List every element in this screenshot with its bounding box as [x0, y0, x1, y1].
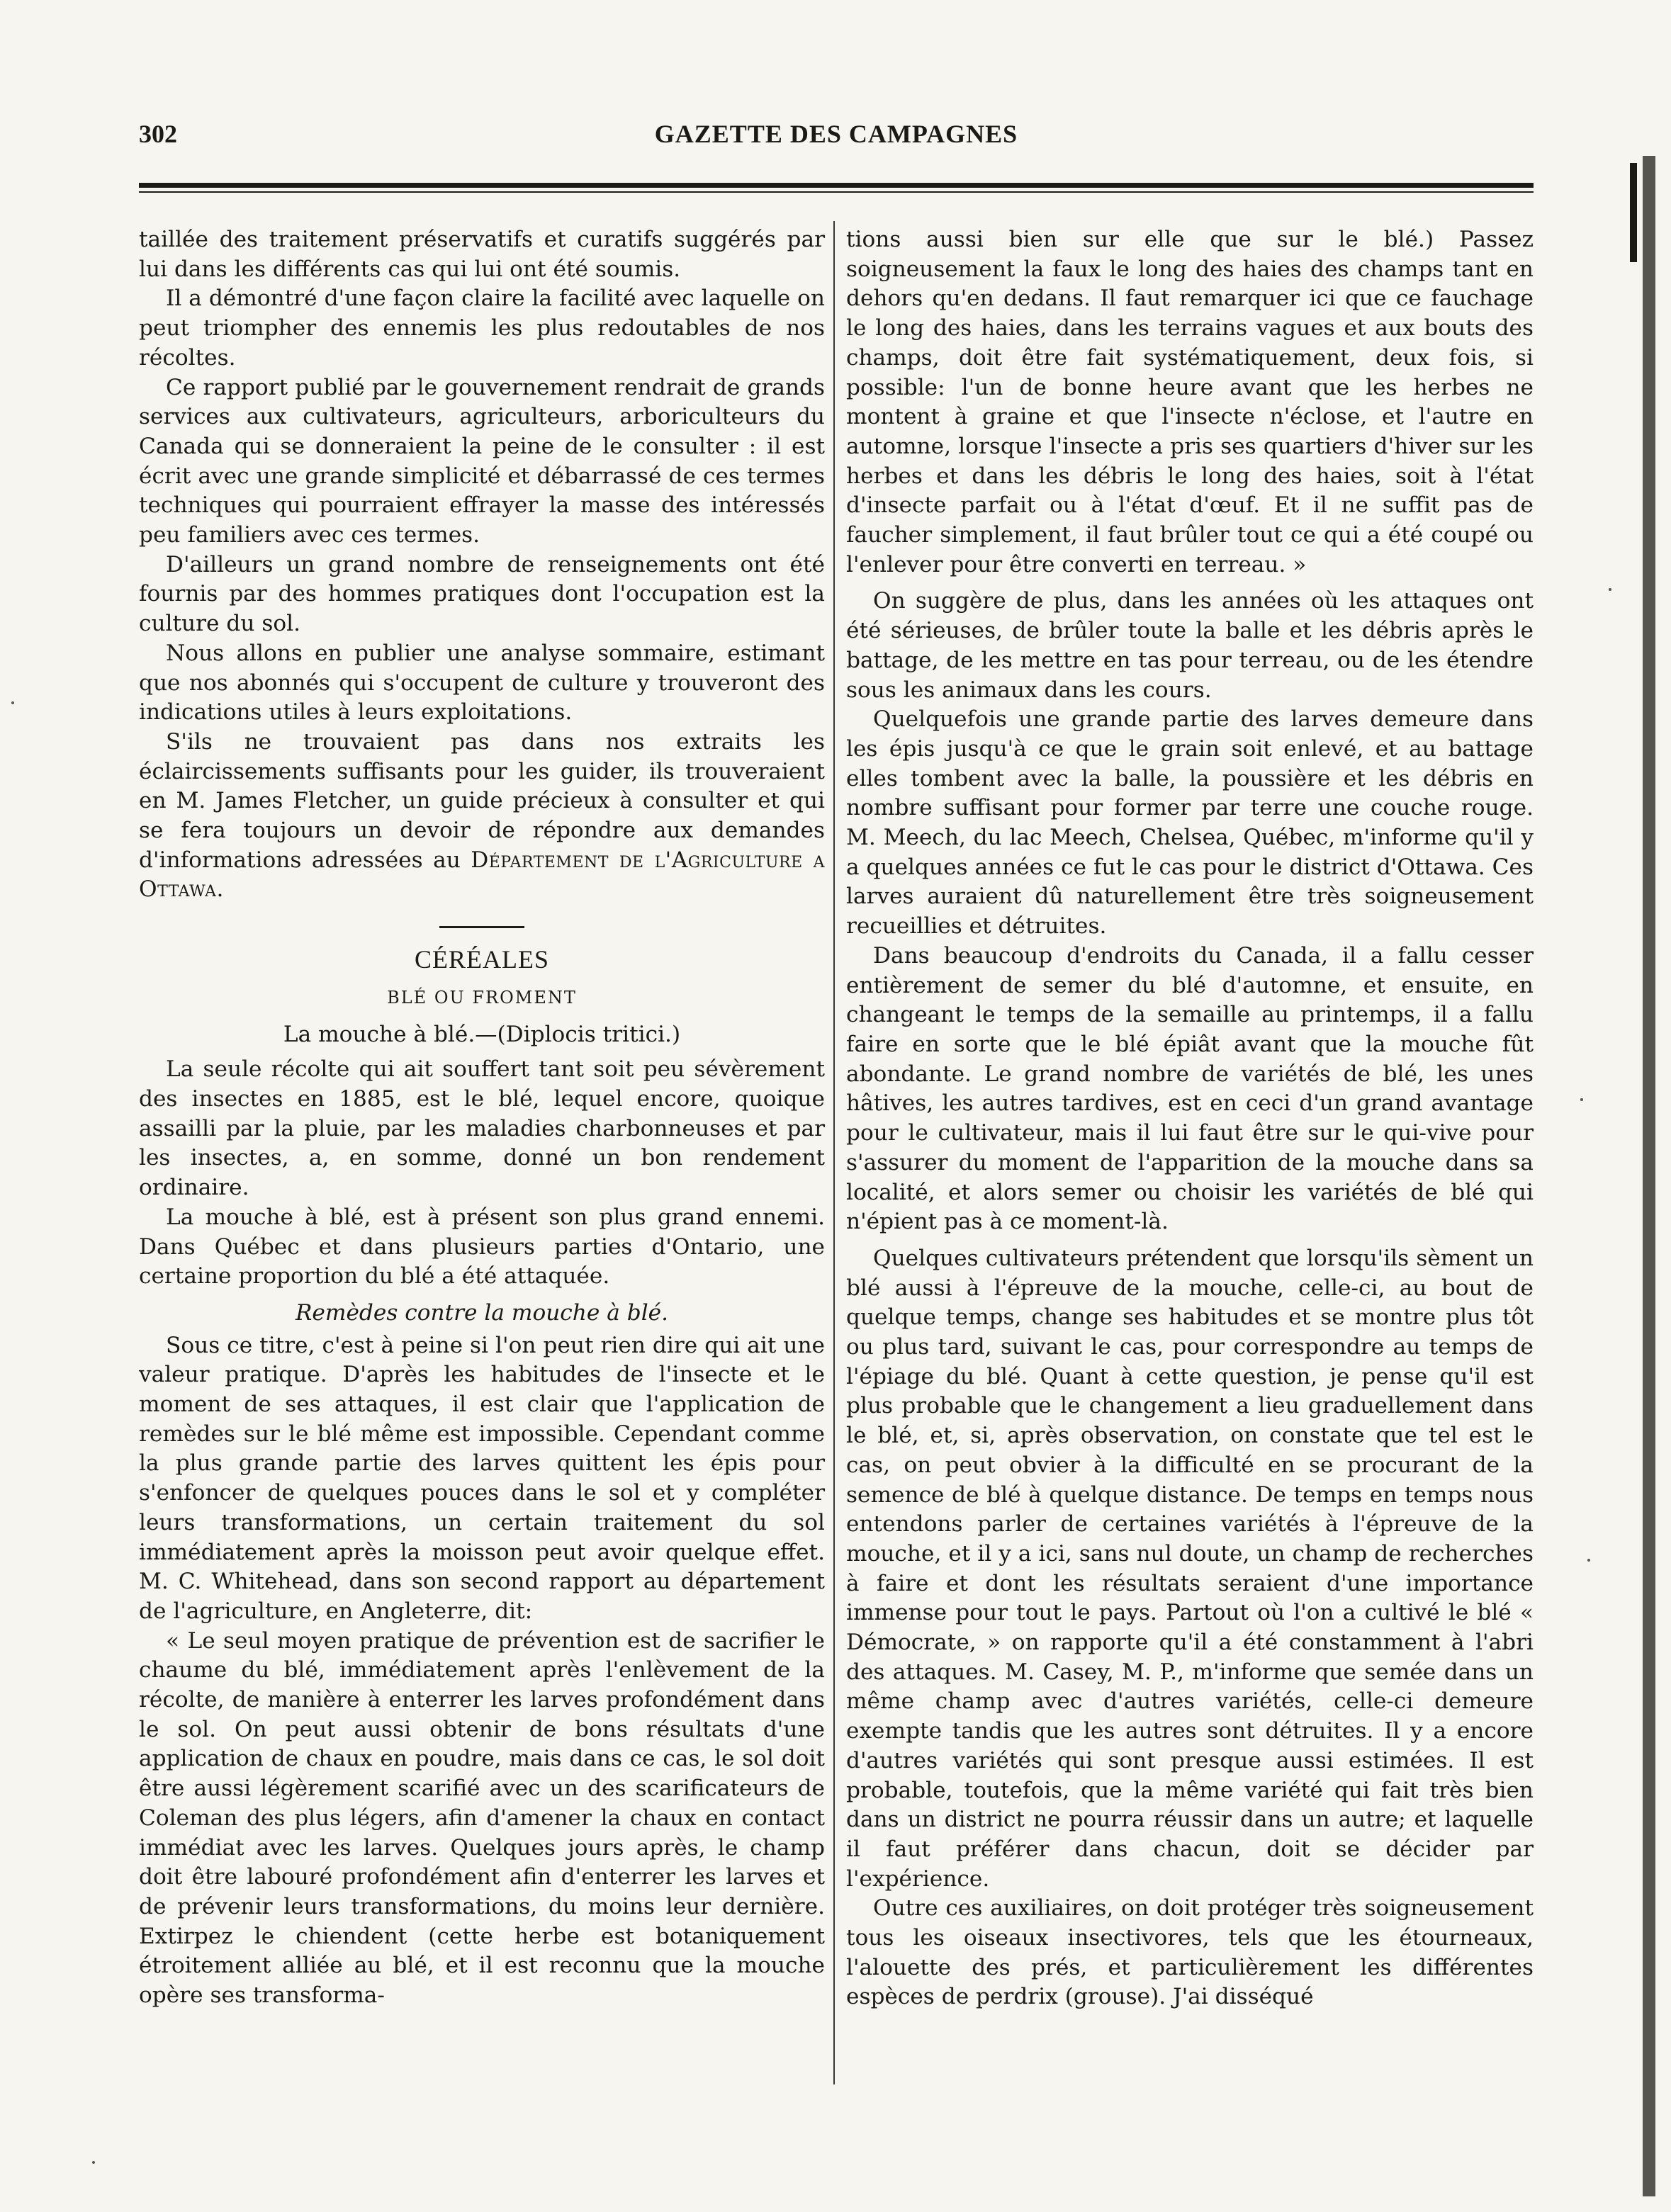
- section-divider: [439, 926, 524, 928]
- running-title: GAZETTE DES CAMPAGNES: [654, 120, 1018, 148]
- scan-speck: [1609, 588, 1611, 591]
- paragraph: Outre ces auxiliaires, on doit protéger très soigneusement tous les oiseaux insectivores, tels que les étourneaux, l'alouette des prés, et particulièrement les différentes espèces de perdrix (grouse). J'ai disséqué: [846, 1895, 1534, 2010]
- pest-heading: La mouche à blé.—(Diplocis tritici.): [283, 1021, 681, 1047]
- scan-speck: [1587, 1559, 1590, 1562]
- page-number: 302: [139, 120, 177, 148]
- header-rule-thin: [139, 191, 1534, 193]
- paragraph: On suggère de plus, dans les années où les attaques ont été sérieuses, de brûler toute la balle et les débris après le battage, de les mettre en tas pour terreau, ou de les étendre sous les animaux dans les cours.: [846, 588, 1534, 703]
- paragraph: [139, 728, 825, 905]
- scan-speck: [11, 701, 14, 704]
- paragraph: taillée des traitement préservatifs et curatifs suggérés par lui dans les différents cas qui lui ont été soumis.: [139, 227, 825, 282]
- right-column: [846, 225, 1534, 2012]
- page-header: [139, 119, 1534, 162]
- paragraph-text: S'ils ne trouvaient pas dans nos extraits les éclaircissements suffisants pour les guider, ils trouveraient en M. James Fletcher, un guide précieux à consulter et qui se fera toujours un devoir de répondre aux demandes d'informations adressées au: [139, 728, 825, 873]
- left-column: [139, 225, 825, 2011]
- paragraph: Quelquefois une grande partie des larves demeure dans les épis jusqu'à ce que le grain soit enlevé, et au battage elles tombent avec la balle, la poussière et les débris en nombre suffisant pour former par terre une couche rouge. M. Meech, du lac Meech, Chelsea, Québec, m'informe qu'il y a quelques années ce fut le cas pour le district d'Ottawa. Ces larves auraient dû naturellement être très soigneusement recueillies et détruites.: [846, 706, 1534, 939]
- column-divider: [833, 221, 835, 2084]
- paragraph: Dans beaucoup d'endroits du Canada, il a fallu cesser entièrement de semer du blé d'automne, et ensuite, en changeant le temps de la semaille au printemps, il a fallu faire en sorte que le blé épiât avant que la mouche fût abondante. Le grand nombre de variétés de blé, les unes hâtives, les autres tardives, est en ceci d'un grand avantage pour le cultivateur, mais il lui faut être sur le qui-vive pour s'assurer du moment de l'apparition de la mouche dans sa localité, et alors semer ou choisir les variétés de blé qui n'épient pas à ce moment-là.: [846, 942, 1534, 1235]
- binding-shadow: [1630, 163, 1637, 262]
- paragraph: Nous allons en publier une analyse sommaire, estimant que nos abonnés qui s'occupent de culture y trouveront des indications utiles à leurs exploitations.: [139, 640, 825, 726]
- scan-speck: [92, 2161, 95, 2164]
- department-name: Département de l'Agriculture a Ottawa.: [139, 847, 825, 903]
- section-title: CÉRÉALES: [414, 945, 549, 974]
- scan-speck: [1580, 1098, 1583, 1101]
- header-rule-thick: [139, 183, 1534, 188]
- paragraph: Quelques cultivateurs prétendent que lorsqu'ils sèment un blé aussi à l'épreuve de la mouche, celle-ci, au bout de quelque temps, change ses habitudes et se montre plus tôt ou plus tard, suivant le cas, pour correspondre au temps de l'épiage du blé. Quant à cette question, je pense qu'il est plus probable que le changement a lieu graduellement dans le blé, et, si, après observation, on constate que tel est le cas, on peut obvier à la difficulté en se procurant de la semence de blé à quelque distance. De temps en temps nous entendons parler de certaines variétés à l'épreuve de la mouche, et il y a ici, sans nul doute, un champ de recherches à faire et dont les résultats seraient d'une importance immense pour tout le pays. Partout où l'on a cultivé le blé « Démocrate, » on rapporte qu'il a été constamment à l'abri des attaques. M. Casey, M. P., m'informe que semée dans un même champ avec d'autres variétés, celle-ci demeure exempte tandis que les autres sont détruites. Il y a encore d'autres variétés qui sont presque aussi estimées. Il est probable, toutefois, que la même variété qui fait très bien dans un district ne pourra réussir dans un autre; et laquelle il faut préférer dans chacun, doit se décider par l'expérience.: [846, 1245, 1534, 1892]
- paragraph: Sous ce titre, c'est à peine si l'on peut rien dire qui ait une valeur pratique. D'après les habitudes de l'insecte et le moment de ses attaques, il est clair que l'application de remèdes sur le blé même est impossible. Cependant comme la plus grande partie des larves quittent les épis pour s'enfoncer de quelques pouces dans le sol et y compléter leurs transformations, un certain traitement du sol immédiatement après la moisson peut avoir quelque effet. M. C. Whitehead, dans son second rapport au département de l'agriculture, en Angleterre, dit:: [139, 1332, 825, 1624]
- paragraph: D'ailleurs un grand nombre de renseignements ont été fournis par des hommes pratiques dont l'occupation est la culture du sol.: [139, 551, 825, 637]
- paragraph: Ce rapport publié par le gouvernement rendrait de grands services aux cultivateurs, agriculteurs, arboriculteurs du Canada qui se donneraient la peine de le consulter : il est écrit avec une grande simplicité et débarrassé de ces termes techniques qui pourraient effrayer la masse des intéressés peu familiers avec ces termes.: [139, 374, 825, 548]
- subsection-title: BLÉ OU FROMENT: [387, 987, 577, 1008]
- remedies-heading: Remèdes contre la mouche à blé.: [295, 1299, 669, 1326]
- paragraph: La mouche à blé, est à présent son plus grand ennemi. Dans Québec et dans plusieurs parties d'Ontario, une certaine proportion du blé a été attaquée.: [139, 1204, 825, 1290]
- quoted-paragraph: « Le seul moyen pratique de prévention est de sacrifier le chaume du blé, immédiatement après l'enlèvement de la récolte, de manière à enterrer les larves profondément dans le sol. On peut aussi obtenir de bons résultats d'une application de chaux en poudre, mais dans ce cas, le sol doit être aussi légèrement scarifié avec un des scarificateurs de Coleman des plus légers, afin d'amener la chaux en contact immédiat avec les larves. Quelques jours après, le champ doit être labouré profondément afin d'enterrer les larves et de prévenir leurs transformations, du moins leur dernière. Extirpez le chiendent (cette herbe est botaniquement étroitement alliée au blé, et il est reconnu que la mouche opère ses transforma-: [139, 1627, 825, 2009]
- paragraph: Il a démontré d'une façon claire la facilité avec laquelle on peut triompher des ennemis les plus redoutables de nos récoltes.: [139, 286, 825, 371]
- paragraph: tions aussi bien sur elle que sur le blé.) Passez soigneusement la faux le long des haies des champs tant en dehors qu'en dedans. Il faut remarquer ici que ce fauchage le long des haies, dans les terrains vagues et aux bouts des champs, doit être fait systématiquement, deux fois, si possible: l'un de bonne heure avant que les herbes ne montent à graine et que l'insecte n'éclose, et l'autre en automne, lorsque l'insecte a pris ses quartiers d'hiver sur les herbes et dans les débris le long des haies, soit à l'état d'insecte parfait ou à l'état d'œuf. Et il ne suffit pas de faucher simplement, il faut brûler tout ce qui a été coupé ou l'enlever pour être converti en terreau. »: [846, 227, 1534, 577]
- binding-shadow: [1643, 156, 1655, 2196]
- paragraph: La seule récolte qui ait souffert tant soit peu sévèrement des insectes en 1885, est le blé, lequel encore, quoique assailli par la pluie, par les maladies charbonneuses et par les insectes, a, en somme, donné un bon rendement ordinaire.: [139, 1056, 825, 1201]
